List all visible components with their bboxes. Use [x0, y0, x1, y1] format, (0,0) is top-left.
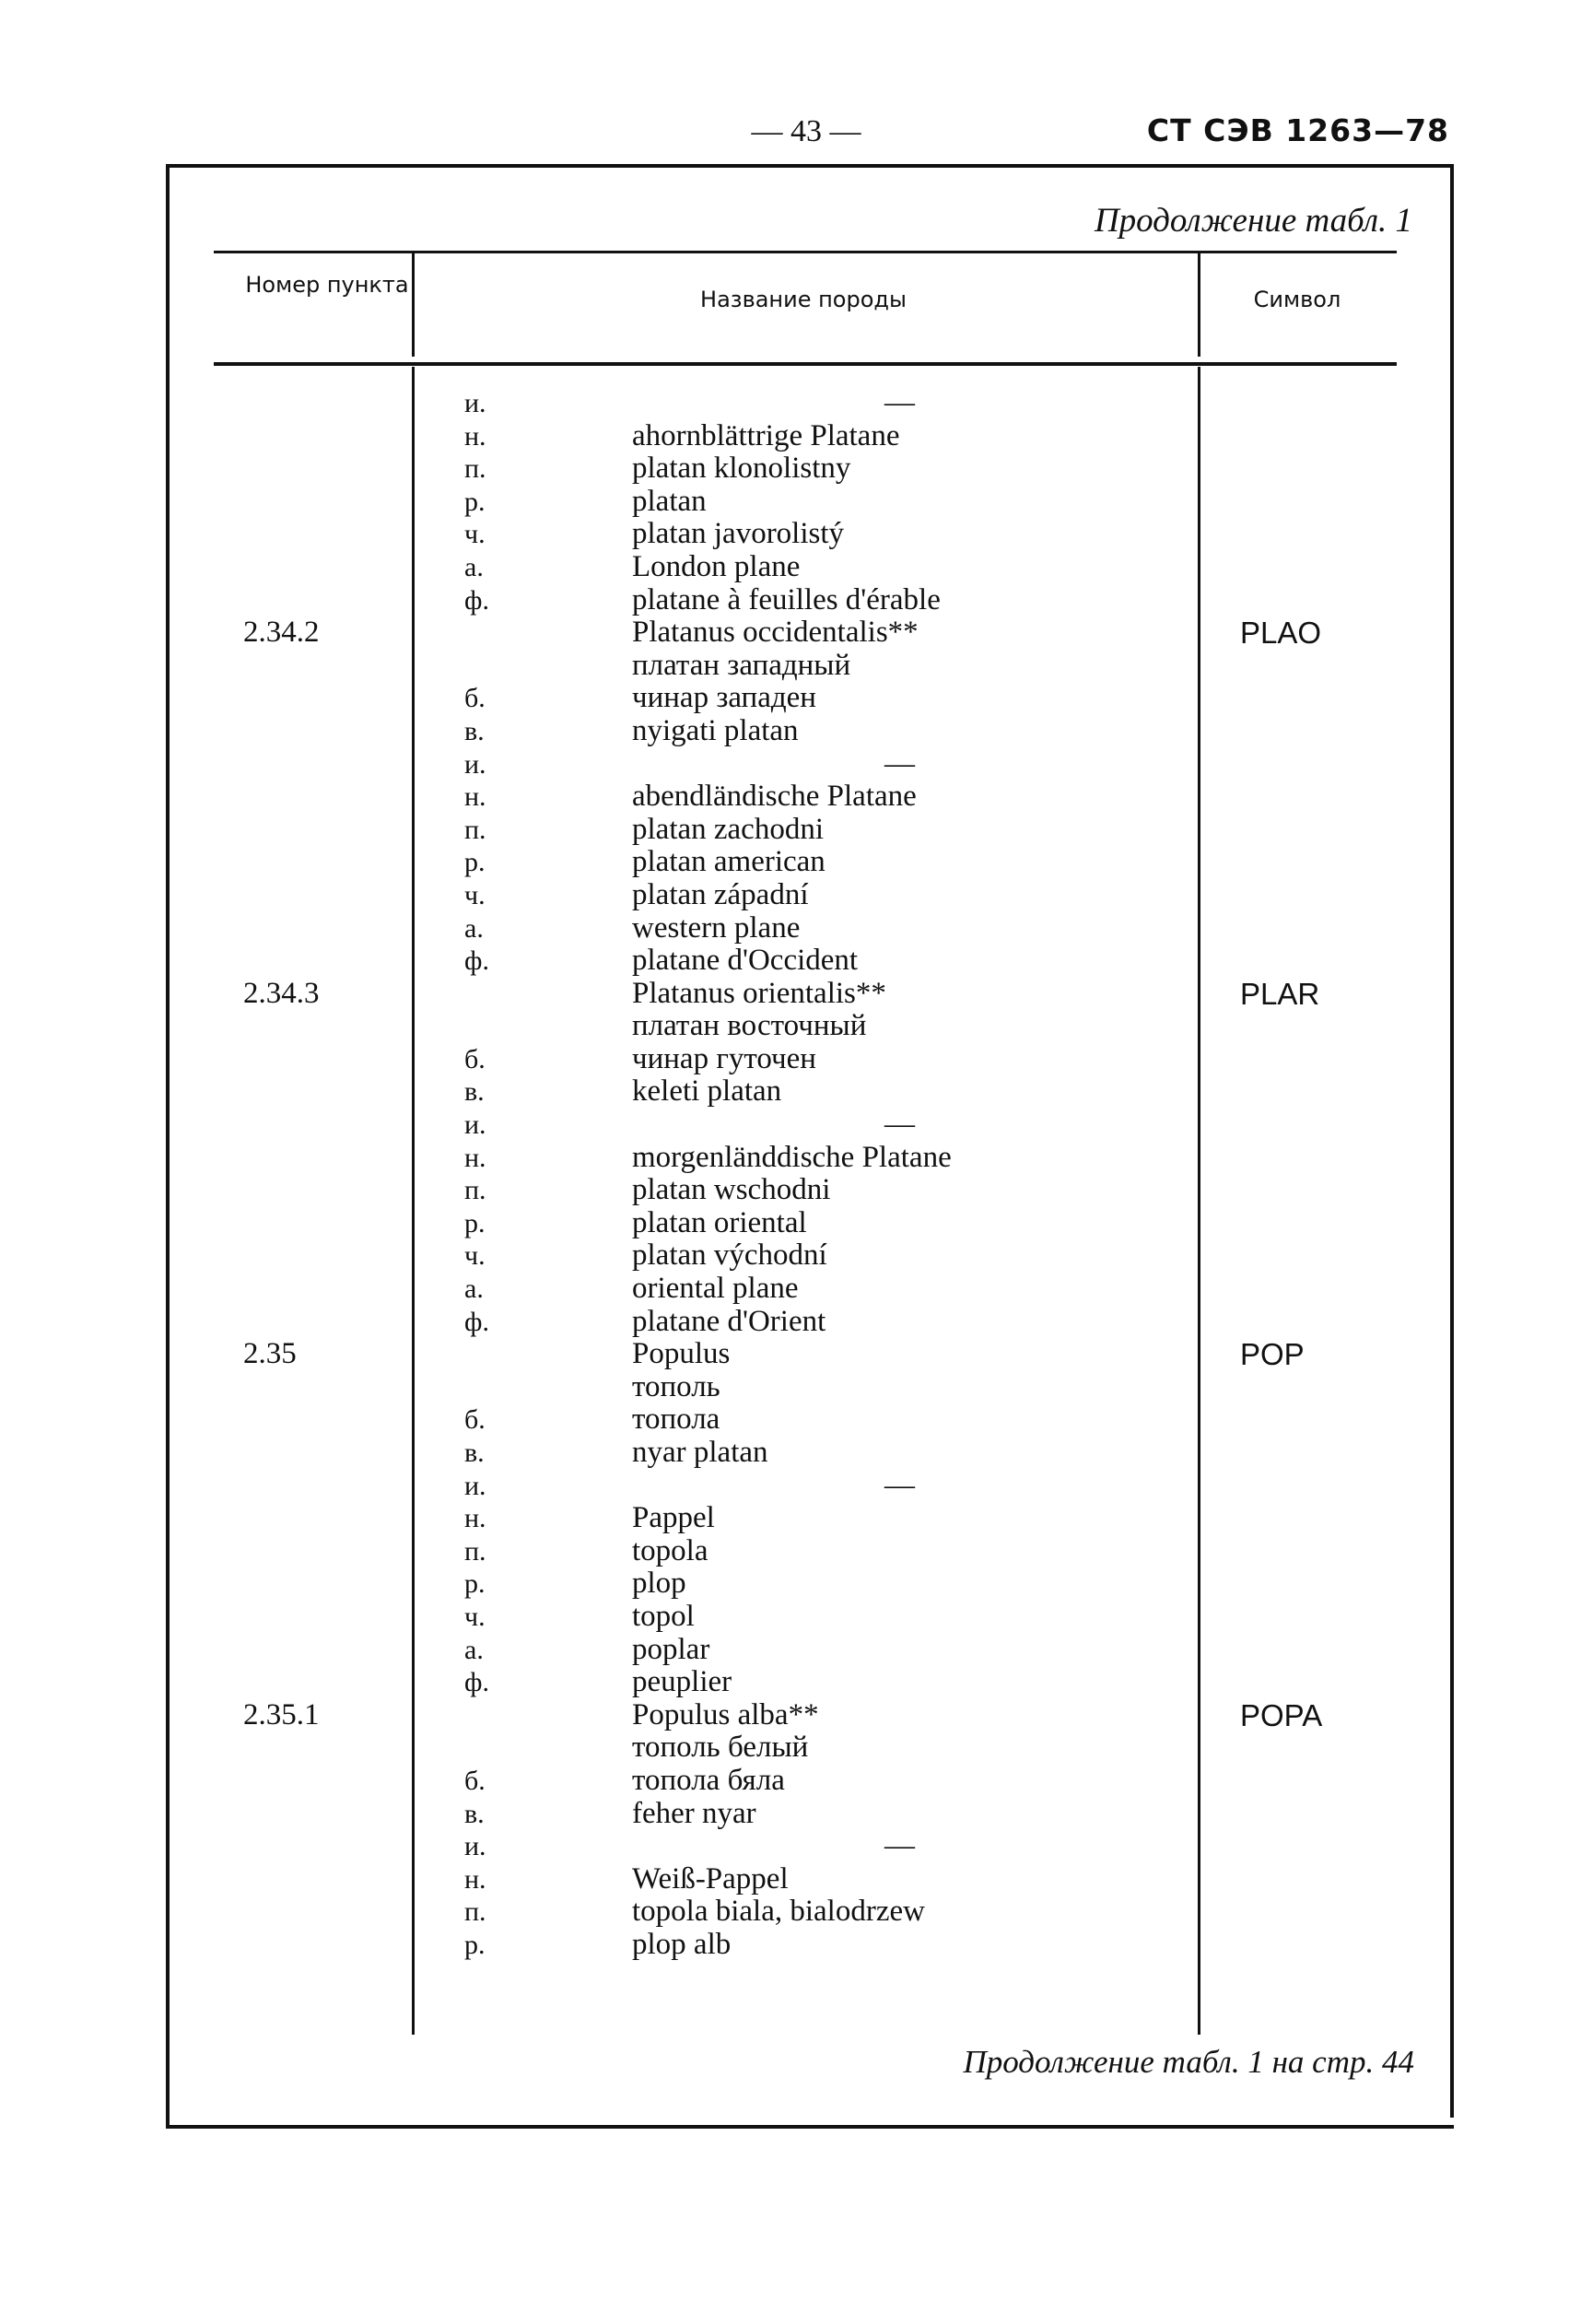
species-name: Populus alba**: [632, 1697, 819, 1731]
table-row: [214, 452, 1397, 486]
row-number: 2.34.3: [243, 976, 320, 1010]
table-row: [214, 1174, 1397, 1207]
species-name: topol: [632, 1599, 695, 1633]
table-row: [214, 1109, 1397, 1142]
language-abbreviation: п.: [464, 453, 486, 485]
species-name: platan oriental: [632, 1205, 807, 1239]
table-row: [214, 387, 1397, 420]
language-abbreviation: п.: [464, 1175, 486, 1206]
language-abbreviation: и.: [464, 748, 486, 780]
language-abbreviation: ч.: [464, 1240, 486, 1272]
table-row: [214, 1239, 1397, 1273]
language-abbreviation: а.: [464, 551, 484, 582]
frame-bottom-rule: [166, 2125, 1454, 2129]
table-row: [214, 682, 1397, 715]
table-row: [214, 912, 1397, 945]
language-abbreviation: ч.: [464, 1601, 486, 1632]
table-row: [214, 616, 1397, 650]
language-abbreviation: п.: [464, 1896, 486, 1928]
table-row: [214, 420, 1397, 453]
table-row: [214, 1765, 1397, 1798]
species-name: nyigati platan: [632, 713, 799, 747]
species-name: platan východní: [632, 1238, 827, 1273]
species-name: platan klonolistny: [632, 452, 851, 486]
species-name: topola: [632, 1533, 708, 1567]
header-column-divider: [412, 253, 415, 357]
table-row: [214, 1535, 1397, 1568]
species-name: morgenländdische Platane: [632, 1140, 952, 1174]
species-name: Platanus occidentalis**: [632, 616, 919, 650]
language-abbreviation: н.: [464, 1142, 486, 1173]
species-name: чинар гуточен: [632, 1041, 816, 1075]
language-abbreviation: в.: [464, 1798, 485, 1829]
table-row: [214, 486, 1397, 519]
language-abbreviation: ф.: [464, 945, 489, 977]
language-abbreviation: и.: [464, 1109, 486, 1141]
table-row: [214, 1043, 1397, 1076]
table-row: [214, 1699, 1397, 1732]
species-name: ahornblättrige Platane: [632, 418, 900, 452]
table-row: [214, 1306, 1397, 1339]
table-row: [214, 1601, 1397, 1634]
species-name: plop: [632, 1567, 686, 1601]
species-name: тополь белый: [632, 1731, 809, 1765]
table-row: [214, 781, 1397, 814]
table-header: [214, 251, 1397, 366]
language-abbreviation: в.: [464, 715, 485, 746]
table-row: [214, 1502, 1397, 1535]
language-abbreviation: а.: [464, 1274, 484, 1305]
species-name: платан западный: [632, 648, 851, 682]
column-header-name: Название породы: [700, 287, 907, 312]
language-abbreviation: п.: [464, 814, 486, 845]
language-abbreviation: в.: [464, 1076, 485, 1108]
species-name: abendländische Platane: [632, 780, 917, 814]
language-abbreviation: б.: [464, 1043, 486, 1074]
species-name: платан восточный: [632, 1009, 867, 1043]
table-row: [214, 879, 1397, 912]
language-abbreviation: а.: [464, 1634, 484, 1665]
column-header-symbol: Символ: [1253, 287, 1341, 312]
language-abbreviation: б.: [464, 1404, 486, 1436]
header-column-divider: [1198, 253, 1200, 357]
frame-right-rule: [1450, 164, 1454, 2118]
species-name: platan wschodni: [632, 1173, 831, 1207]
species-name: platan: [632, 484, 707, 518]
language-abbreviation: р.: [464, 847, 486, 878]
language-abbreviation: в.: [464, 1438, 485, 1468]
language-abbreviation: р.: [464, 1929, 486, 1960]
footer-continuation-note: Продолжение табл. 1 на стр. 44: [963, 2044, 1414, 2080]
table-row: [214, 1830, 1397, 1863]
column-header-number: Номер пункта: [245, 272, 409, 298]
language-abbreviation: и.: [464, 1831, 486, 1862]
language-abbreviation: и.: [464, 388, 486, 418]
table-row: [214, 1403, 1397, 1437]
table-row: [214, 1273, 1397, 1306]
language-abbreviation: ч.: [464, 879, 486, 910]
table-row: [214, 1567, 1397, 1601]
empty-entry-dash: —: [884, 1108, 915, 1142]
table-row: [214, 945, 1397, 978]
species-name: plop alb: [632, 1927, 732, 1961]
row-number: 2.35: [243, 1337, 297, 1371]
language-abbreviation: б.: [464, 683, 486, 714]
species-name: platane à feuilles d'érable: [632, 582, 941, 616]
species-symbol: POPA: [1240, 1697, 1323, 1732]
species-symbol: POP: [1240, 1337, 1305, 1372]
table-row: [214, 1634, 1397, 1667]
table-row: [214, 1896, 1397, 1929]
species-name: platan zachodni: [632, 812, 824, 846]
language-abbreviation: ф.: [464, 584, 489, 616]
species-name: nyar platan: [632, 1436, 768, 1469]
table-row: [214, 978, 1397, 1011]
species-name: топола бяла: [632, 1763, 785, 1797]
species-name: platane d'Orient: [632, 1304, 826, 1338]
row-number: 2.35.1: [243, 1697, 320, 1731]
table-row: [214, 1207, 1397, 1240]
page-number: — 43 —: [751, 114, 861, 148]
language-abbreviation: н.: [464, 1863, 486, 1895]
language-abbreviation: а.: [464, 912, 484, 944]
table-row: [214, 1666, 1397, 1699]
species-name: platan javorolistý: [632, 517, 845, 551]
species-name: чинар западен: [632, 681, 816, 715]
table-body: [214, 387, 1397, 1962]
species-name: western plane: [632, 910, 801, 945]
table-row: [214, 846, 1397, 879]
species-name: feher nyar: [632, 1796, 756, 1830]
table-row: [214, 748, 1397, 781]
document-code: СТ СЭВ 1263—78: [1146, 112, 1449, 148]
species-name: Populus: [632, 1337, 731, 1371]
language-abbreviation: н.: [464, 781, 486, 813]
table-row: [214, 1142, 1397, 1175]
species-name: топола: [632, 1403, 720, 1437]
table-row: [214, 1731, 1397, 1765]
language-abbreviation: р.: [464, 1568, 486, 1600]
species-name: poplar: [632, 1632, 710, 1666]
species-name: Platanus orientalis**: [632, 976, 886, 1010]
frame-top-rule: [166, 164, 1454, 168]
language-abbreviation: р.: [464, 486, 486, 517]
species-symbol: PLAO: [1240, 616, 1322, 651]
empty-entry-dash: —: [884, 1829, 915, 1863]
table-row: [214, 1338, 1397, 1371]
row-number: 2.34.2: [243, 616, 320, 650]
language-abbreviation: б.: [464, 1765, 486, 1796]
language-abbreviation: и.: [464, 1470, 486, 1501]
language-abbreviation: н.: [464, 420, 486, 452]
species-name: Pappel: [632, 1501, 715, 1535]
species-name: topola biala, bialodrzew: [632, 1895, 925, 1929]
empty-entry-dash: —: [884, 386, 915, 419]
language-abbreviation: ч.: [464, 519, 486, 550]
language-abbreviation: р.: [464, 1207, 486, 1238]
species-name: platan západní: [632, 877, 809, 911]
table-row: [214, 1929, 1397, 1962]
table-row: [214, 551, 1397, 584]
table-row: [214, 1798, 1397, 1831]
table-row: [214, 1437, 1397, 1470]
language-abbreviation: ф.: [464, 1306, 489, 1337]
table-row: [214, 518, 1397, 551]
table-row: [214, 1371, 1397, 1404]
species-name: Weiß-Pappel: [632, 1861, 789, 1896]
table-row: [214, 814, 1397, 847]
species-name: London plane: [632, 549, 801, 583]
species-name: тополь: [632, 1369, 720, 1403]
empty-entry-dash: —: [884, 1468, 915, 1502]
species-name: peuplier: [632, 1665, 732, 1699]
language-abbreviation: н.: [464, 1503, 486, 1534]
table-row: [214, 1075, 1397, 1109]
table-row: [214, 1470, 1397, 1503]
species-name: keleti platan: [632, 1074, 782, 1109]
table-row: [214, 1863, 1397, 1896]
species-name: oriental plane: [632, 1272, 799, 1306]
table-row: [214, 715, 1397, 748]
language-abbreviation: п.: [464, 1535, 486, 1567]
species-symbol: PLAR: [1240, 976, 1320, 1011]
table-row: [214, 584, 1397, 617]
species-name: platane d'Occident: [632, 944, 859, 978]
species-name: platan american: [632, 845, 825, 879]
empty-entry-dash: —: [884, 746, 915, 781]
table-continuation-label: Продолжение табл. 1: [1094, 202, 1412, 240]
language-abbreviation: ф.: [464, 1667, 489, 1698]
frame-left-rule: [166, 164, 170, 2129]
table-row: [214, 650, 1397, 683]
table-row: [214, 1010, 1397, 1043]
